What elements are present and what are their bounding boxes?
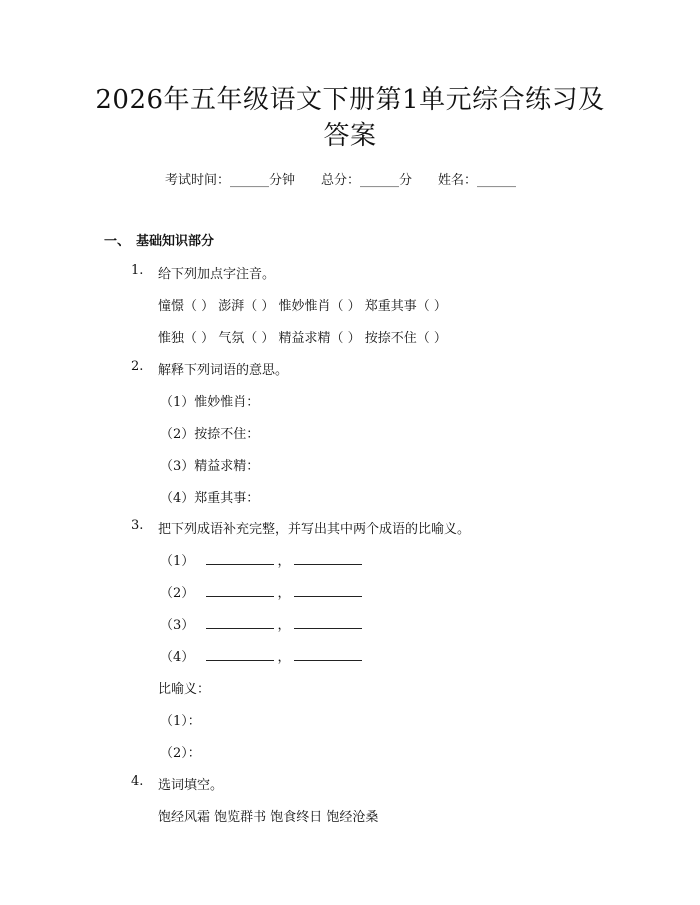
metaphor-label: 比喻义： (158, 682, 211, 697)
question-2-text: 解释下列词语的意思。 (158, 363, 289, 378)
idiom-row-label: （3） (160, 618, 195, 633)
question-2-item: （1）惟妙惟肖： (160, 395, 260, 410)
total-score: 总分：______分 (321, 173, 413, 188)
question-4-text: 选词填空。 (158, 778, 224, 793)
idiom-row-label: （1） (160, 554, 195, 569)
question-3-number: 3. (131, 518, 144, 533)
question-1-text: 给下列加点字注音。 (158, 267, 276, 282)
answer-blank[interactable] (294, 584, 362, 597)
idiom-row (160, 646, 362, 665)
answer-blank[interactable] (294, 616, 362, 629)
answer-blank[interactable] (294, 648, 362, 661)
question-1-row-1: 憧憬（ ） 澎湃（ ） 惟妙惟肖（ ） 郑重其事（ ） (158, 299, 447, 314)
section-heading (104, 230, 214, 249)
answer-blank[interactable] (206, 648, 274, 661)
metaphor-item: （1）： (160, 714, 201, 729)
section-title: 基础知识部分 (136, 234, 215, 249)
idiom-row (160, 582, 362, 601)
metaphor-item: （2）： (160, 746, 201, 761)
question-2-number: 2. (131, 359, 144, 374)
question-2-item: （4）郑重其事： (160, 491, 260, 506)
exam-time: 考试时间：______分钟 (165, 173, 296, 188)
section-number: 一、 (104, 234, 131, 249)
document-title-line-1: 2026年五年级语文下册第1单元综合练习及 (95, 85, 605, 115)
idiom-row-label: （4） (160, 650, 195, 665)
idiom-row-label: （2） (160, 586, 195, 601)
comma: ， (277, 618, 291, 633)
idiom-row (160, 614, 362, 633)
comma: ， (277, 650, 291, 665)
question-2-item: （2）按捺不住： (160, 427, 260, 442)
answer-blank[interactable] (206, 552, 274, 565)
answer-blank[interactable] (206, 616, 274, 629)
comma: ， (277, 554, 291, 569)
exam-meta (165, 169, 516, 188)
comma: ， (277, 586, 291, 601)
question-3-text: 把下列成语补充完整，并写出其中两个成语的比喻义。 (158, 522, 471, 537)
question-2-item: （3）精益求精： (160, 459, 260, 474)
idiom-row (160, 550, 362, 569)
word-bank: 饱经风霜 饱览群书 饱食终日 饱经沧桑 (158, 810, 379, 825)
document-title-line-2: 答案 (323, 121, 377, 151)
question-1-number: 1. (131, 263, 144, 278)
student-name: 姓名：______ (438, 173, 517, 188)
question-4-number: 4. (131, 774, 144, 789)
answer-blank[interactable] (206, 584, 274, 597)
answer-blank[interactable] (294, 552, 362, 565)
question-1-row-2: 惟独（ ） 气氛（ ） 精益求精（ ） 按捺不住（ ） (158, 331, 447, 346)
